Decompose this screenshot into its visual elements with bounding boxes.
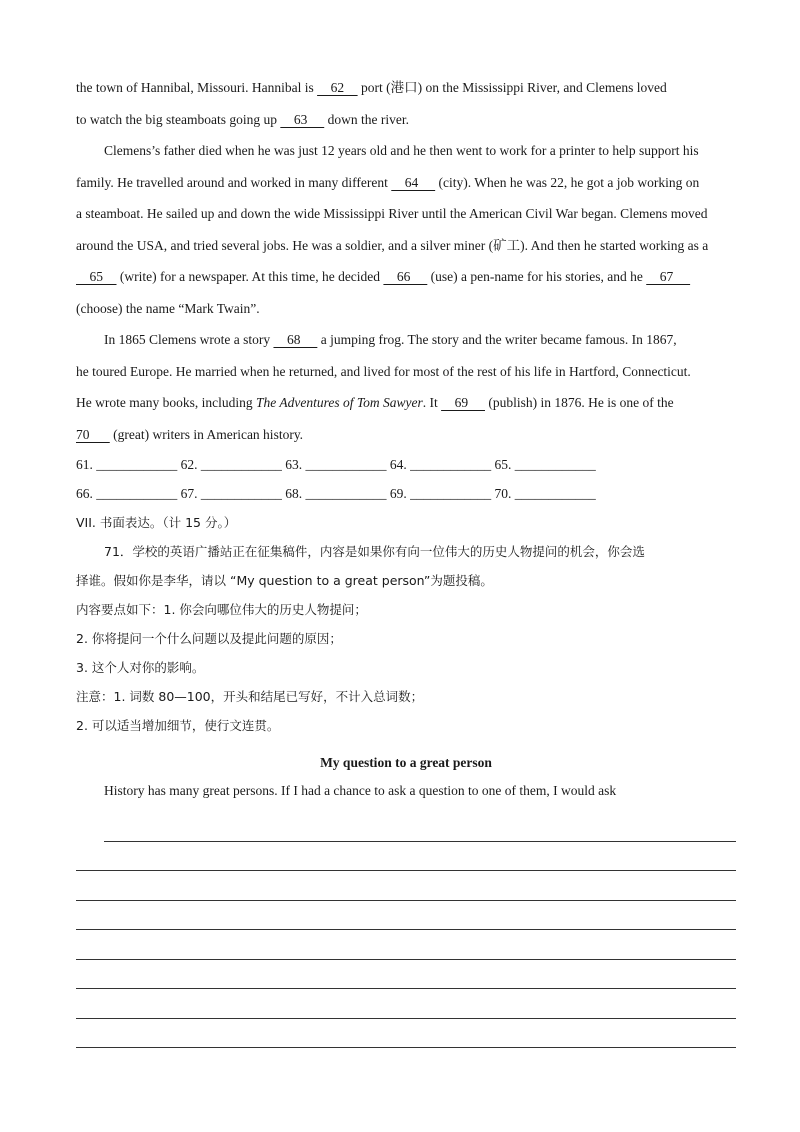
blank-70[interactable]: 70 xyxy=(76,426,110,442)
text: In 1865 Clemens wrote a story xyxy=(104,332,274,347)
text: to watch the big steamboats going up xyxy=(76,111,281,127)
passage-line: he toured Europe. He married when he returned, and lived for most of the rest of his life in Hartford, Connecticut. xyxy=(76,363,691,379)
text: a jumping frog. The story and the writer became famous. In 1867, xyxy=(317,332,677,347)
writing-line[interactable] xyxy=(76,960,736,990)
blank-69[interactable]: 69 xyxy=(441,395,485,410)
blank-65[interactable]: 65 xyxy=(76,269,117,284)
text: family. He travelled around and worked in many different xyxy=(76,174,392,190)
writing-line[interactable] xyxy=(76,871,736,901)
passage-line xyxy=(76,324,736,356)
blank-64[interactable]: 64 xyxy=(391,174,436,190)
content-points: 内容要点如下：1. 你会向哪位伟大的历史人物提问； xyxy=(76,602,367,617)
blank-63[interactable]: 63 xyxy=(280,111,325,127)
writing-line[interactable] xyxy=(76,842,736,872)
passage-line xyxy=(76,167,736,199)
passage-line xyxy=(76,261,736,293)
essay-opening: History has many great persons. If I had a chance to ask a question to one of them, I would ask xyxy=(104,783,617,798)
content-point: 2. 你将提问一个什么问题以及提此问题的原因； xyxy=(76,631,342,646)
text: (publish) in 1876. He is one of the xyxy=(484,395,674,410)
exam-page xyxy=(76,72,736,1048)
passage-line xyxy=(76,419,736,451)
passage-line xyxy=(76,72,736,104)
blank-66[interactable]: 66 xyxy=(383,269,428,284)
passage-line: a steamboat. He sailed up and down the wide Mississippi River until the American Civil War began. Clemens moved xyxy=(76,206,708,221)
text: (city). When he was 22, he got a job working on xyxy=(435,174,700,190)
text: down the river. xyxy=(324,111,409,127)
text: He wrote many books, including xyxy=(76,395,256,410)
passage-line xyxy=(76,104,736,136)
section-heading: VII. 书面表达。（计 15 分。） xyxy=(76,515,237,530)
text: (write) for a newspaper. At this time, he decided xyxy=(116,269,384,284)
text: port (港口) on the Mississippi River, and Clemens loved xyxy=(357,80,667,95)
blank-62[interactable]: 62 xyxy=(317,80,358,95)
content-point: 3. 这个人对你的影响。 xyxy=(76,660,205,675)
passage-line: (choose) the name “Mark Twain”. xyxy=(76,300,260,316)
writing-line[interactable] xyxy=(104,812,736,842)
book-title: The Adventures of Tom Sawyer xyxy=(255,395,423,410)
blank-68[interactable]: 68 xyxy=(273,332,318,347)
writing-line[interactable] xyxy=(76,901,736,931)
passage-line xyxy=(76,387,736,419)
writing-line[interactable] xyxy=(76,1019,736,1049)
essay-title: My question to a great person xyxy=(320,755,492,770)
text: . It xyxy=(422,395,442,410)
note-line: 2. 可以适当增加细节，使行文连贯。 xyxy=(76,718,280,733)
note-line: 注意：1. 词数 80—100，开头和结尾已写好，不计入总词数； xyxy=(76,689,424,704)
blank-67[interactable]: 67 xyxy=(646,269,691,284)
passage-line: Clemens’s father died when he was just 12 years old and he then went to work for a printer to help support his xyxy=(104,143,699,158)
writing-line[interactable] xyxy=(76,989,736,1019)
passage-line: around the USA, and tried several jobs. He was a soldier, and a silver miner (矿工). And then he started working as a xyxy=(76,237,709,253)
prompt-line: 71．学校的英语广播站正在征集稿件，内容是如果你有向一位伟大的历史人物提问的机会，你会选 xyxy=(104,544,645,559)
writing-line[interactable] xyxy=(76,930,736,960)
text: (use) a pen-name for his stories, and he xyxy=(427,269,647,284)
writing-lines[interactable] xyxy=(76,812,736,1048)
prompt-line: 择谁。假如你是李华，请以 “My question to a great person”为题投稿。 xyxy=(76,573,493,588)
text: the town of Hannibal, Missouri. Hannibal is xyxy=(76,80,318,95)
text: (great) writers in American history. xyxy=(109,426,304,442)
answer-row-1[interactable]: 61. ____________ 62. ____________ 63. ____________ 64. ____________ 65. ____________ xyxy=(76,457,596,472)
answer-row-2[interactable]: 66. ____________ 67. ____________ 68. ____________ 69. ____________ 70. ____________ xyxy=(76,486,596,501)
